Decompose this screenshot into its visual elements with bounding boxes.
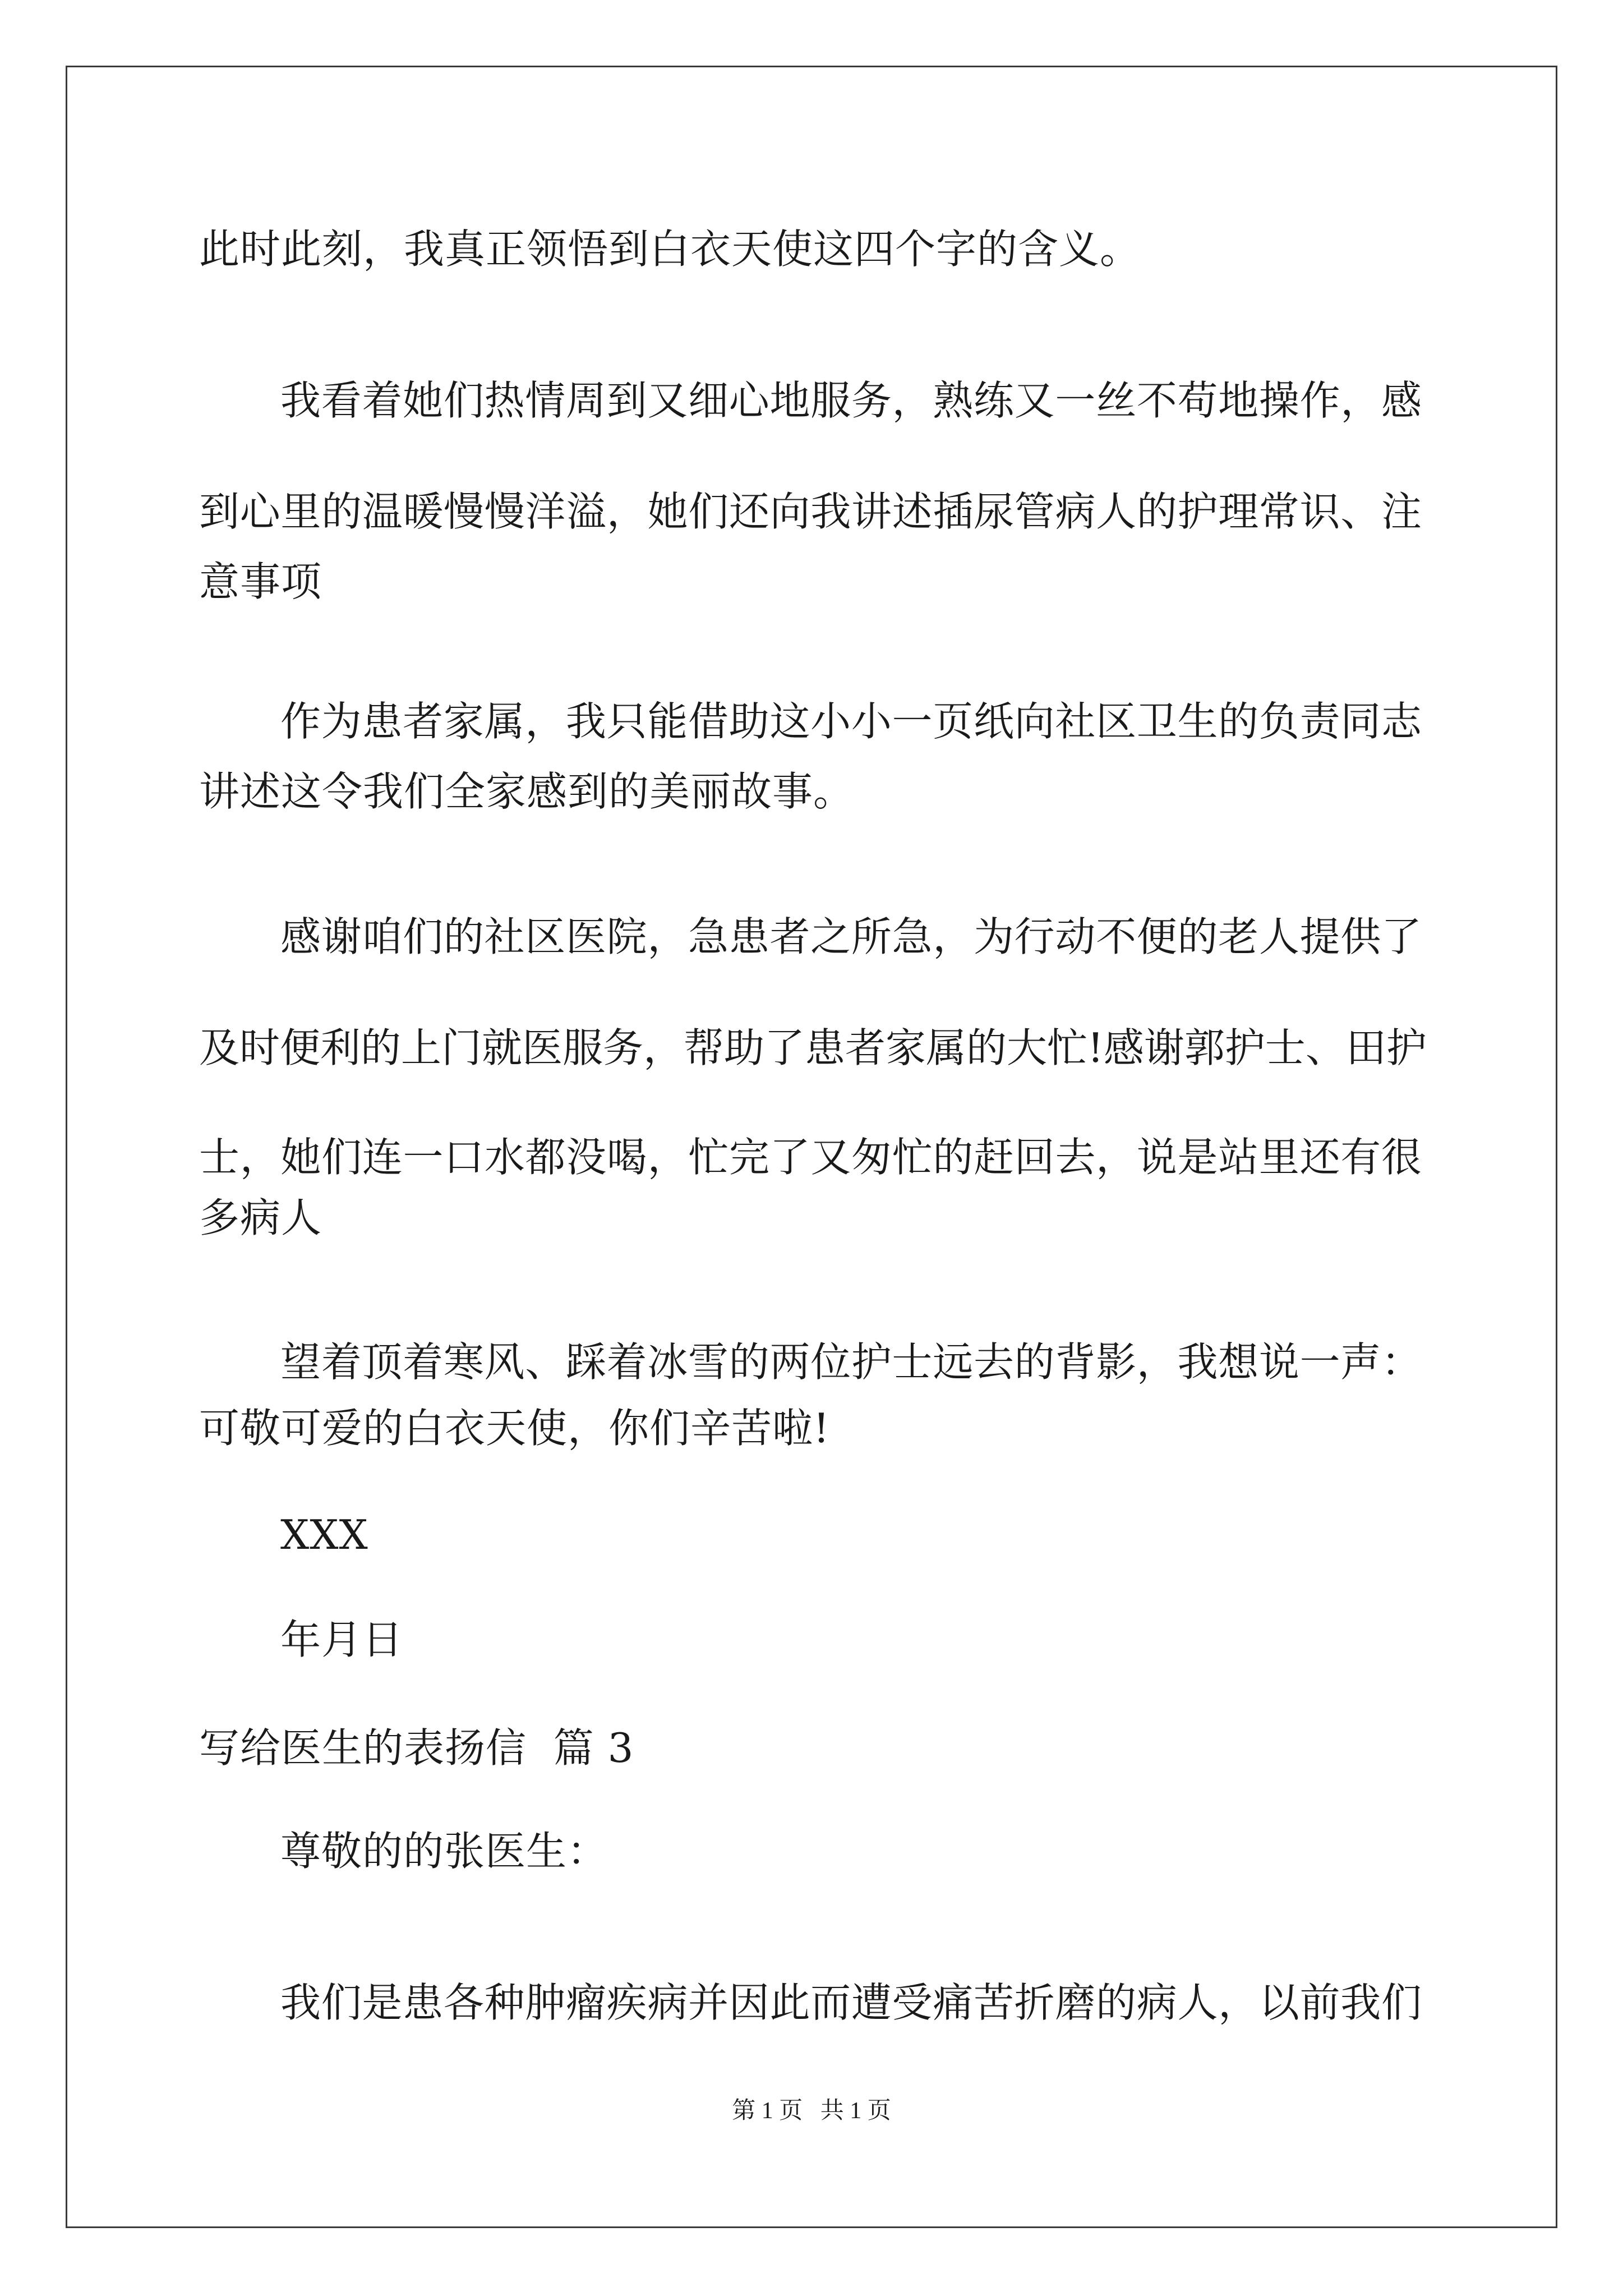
text-line: 我们是患各种肿瘤疾病并因此而遭受痛苦折磨的病人，以前我们 (280, 1979, 1422, 2026)
text-line: XXX (280, 1511, 368, 1558)
section-heading: 写给医生的表扬信 篇 3 (199, 1724, 634, 1772)
text-line: 可敬可爱的白衣天使，你们辛苦啦! (199, 1405, 830, 1452)
text-line: 及时便利的上门就医服务，帮助了患者家属的大忙!感谢郭护士、田护 (199, 1024, 1427, 1071)
text-line: 意事项 (199, 558, 322, 605)
text-line: 年月日 (280, 1616, 404, 1663)
page-number-footer: 第 1 页 共 1 页 (732, 2098, 891, 2124)
text-line: 到心里的温暖慢慢洋溢，她们还向我讲述插尿管病人的护理常识、注 (199, 488, 1422, 535)
text-line: 作为患者家属，我只能借助这小小一页纸向社区卫生的负责同志 (280, 698, 1422, 745)
text-line: 讲述这令我们全家感到的美丽故事。 (199, 768, 855, 815)
text-line: 感谢咱们的社区医院，急患者之所急，为行动不便的老人提供了 (280, 913, 1422, 960)
salutation: 尊敬的的张医生： (280, 1828, 608, 1875)
text-line: 多病人 (199, 1194, 322, 1241)
text-line: 我看着她们热情周到又细心地服务，熟练又一丝不苟地操作，感 (280, 377, 1422, 424)
text-line: 士，她们连一口水都没喝，忙完了又匆忙的赶回去，说是站里还有很 (199, 1134, 1422, 1181)
text-line: 此时此刻，我真正领悟到白衣天使这四个字的含义。 (199, 226, 1141, 273)
text-line: 望着顶着寒风、踩着冰雪的两位护士远去的背影，我想说一声： (280, 1338, 1422, 1386)
